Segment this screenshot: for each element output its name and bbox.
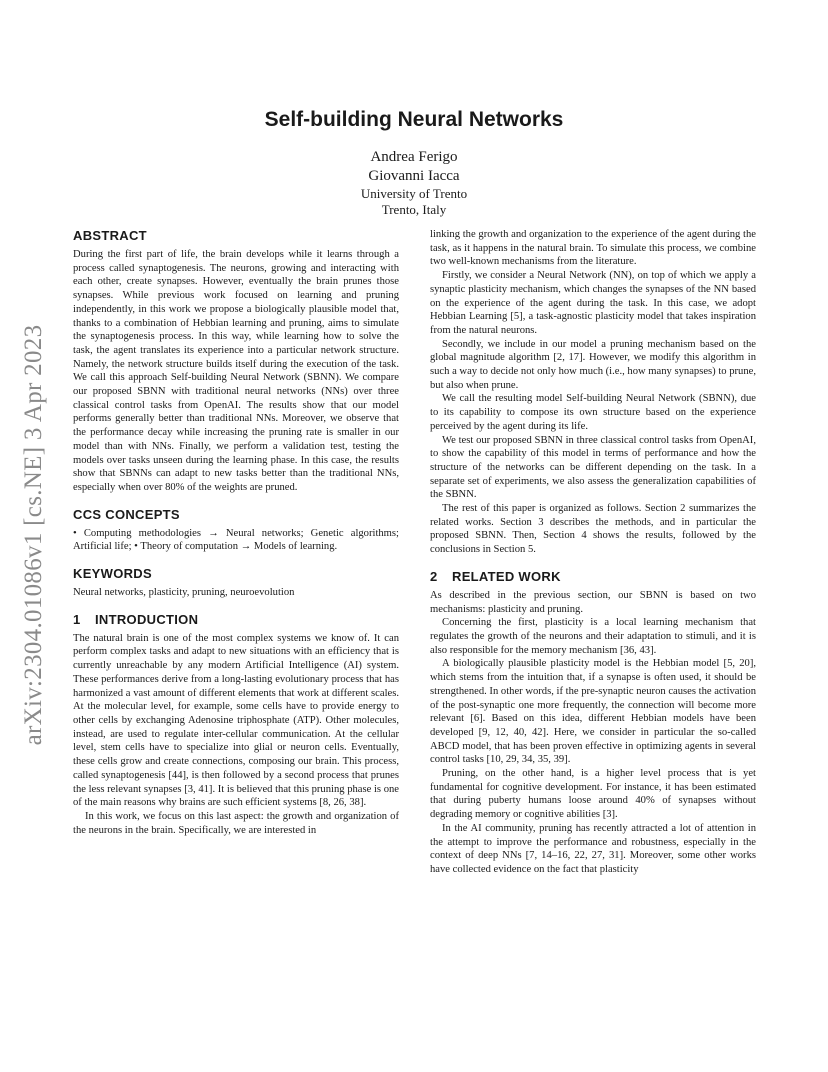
introduction-section bbox=[73, 612, 399, 838]
paragraph: Pruning, on the other hand, is a higher level process that is yet fundamental for cognitive development. For instance, it has been estimated that during puberty humans loose around 40% of synapses without degrading memory or cognitive abilities [3]. bbox=[430, 768, 756, 821]
related-work-section bbox=[430, 569, 756, 877]
arxiv-identifier: arXiv:2304.01086v1 [cs.NE] 3 Apr 2023 bbox=[20, 324, 47, 746]
paper-title: Self-building Neural Networks bbox=[264, 108, 564, 131]
ccs-heading: CCS CONCEPTS bbox=[73, 506, 180, 522]
paragraph: The rest of this paper is organized as follows. Section 2 summarizes the related works. Section 3 describes the methods, and in particular the proposed SBNN. Then, Section 4 shows the results, followed by the conclusions in Section 5. bbox=[430, 503, 756, 556]
ccs-text: • Computing methodologies → Neural networks; Genetic algorithms; Artificial life; • Theory of computation → Models of learning. bbox=[73, 527, 399, 553]
section-number: 2 bbox=[430, 568, 438, 584]
introduction-heading bbox=[73, 612, 399, 628]
paragraph: As described in the previous section, our SBNN is based on two mechanisms: plasticity and pruning. bbox=[430, 589, 756, 615]
paragraph: The natural brain is one of the most complex systems we know of. It can perform complex tasks and adapt to new situations with an efficiency that is currently unreachable by any modern Artificial Intelligence (AI) system. These performances derive from a long-lasting evolutionary process that has harmonized a vast amount of different elements that work at different scales. At the molecular level, for example, some cells have to provide energy to other cells by exchanging Adenosine triphosphate (ATP). Other molecules, instead, are used to regulate inter-cellular communication. At the cellular level, stem cells have to specialize into glial or neuron cells. Eventually, these cells grow and create connections, composing our brain. This process, called synaptogenesis [44], is then followed by a second process that prunes the less relevant synapses [3, 41]. It is believed that this pruning phase is one of the main reasons why brains are such efficient systems [8, 26, 38]. bbox=[73, 632, 399, 809]
abstract-heading: ABSTRACT bbox=[73, 228, 147, 243]
paragraph: Concerning the first, plasticity is a local learning mechanism that regulates the growth of the neurons and their adaptation to stimuli, and it is also responsible for the memory mechanism [36, 43]. bbox=[430, 617, 756, 656]
section-title: INTRODUCTION bbox=[95, 611, 199, 627]
paragraph: In this work, we focus on this last aspect: the growth and organization of the neurons in the brain. Specifically, we are interested in bbox=[73, 810, 399, 836]
paragraph: linking the growth and organization to the experience of the agent during the task, as it happens in the natural brain. To simulate this process, we combine two well-known mechanisms from the literature. bbox=[430, 229, 756, 268]
introduction-continued bbox=[430, 228, 756, 557]
keywords-text: Neural networks, plasticity, pruning, neuroevolution bbox=[73, 587, 295, 599]
paragraph: We test our proposed SBNN in three classical control tasks from OpenAI, to show the capability of this model in terms of performance and how the structure of the networks can be different depending on the task. In a separate set of experiments, we also assess the generalization capabilities of the SBNN. bbox=[430, 434, 756, 501]
left-column bbox=[73, 228, 399, 837]
right-column bbox=[430, 228, 756, 877]
section-title: RELATED WORK bbox=[452, 568, 561, 584]
abstract-text: During the first part of life, the brain develops while it learns through a process called synaptogenesis. The neurons, growing and interacting with each other, create synapses. However, eventually the brain prunes those synapses. While previous work focused on learning and pruning independently, in this work we propose a biologically plausible model that, thanks to a combination of Hebbian learning and pruning, aims to simulate the synaptogenesis process. In this way, while learning how to solve the task, the agent translates its experience into a particular network structure. Namely, the network structure builds itself during the execution of the task. We call this approach Self-building Neural Network (SBNN). We compare our proposed SBNN with traditional neural networks (NNs) over three classical control tasks from OpenAI. The results show that our model performs generally better than traditional NNs. Moreover, we observe that the performance decay while increasing the pruning rate is smaller in our model than with NNs. Finally, we perform a validation test, testing the models over tasks unseen during the learning phase. In this case, the results show that SBNNs can adapt to new tasks better than the traditional NNs, especially when over 80% of the weights are pruned. bbox=[73, 249, 399, 493]
author-affiliation: University of Trento bbox=[360, 186, 468, 201]
author-name: Giovanni Iacca bbox=[368, 168, 460, 184]
keywords-section bbox=[73, 566, 399, 600]
section-number: 1 bbox=[73, 611, 81, 627]
paragraph: A biologically plausible plasticity model is the Hebbian model [5, 20], which stems from the intuition that, if a synapse is often used, it should be strengthened. In other words, if the pre-synaptic neuron causes the activation of the post-synaptic one more frequently, the connection will become more relevant [6]. Based on this idea, different Hebbian models have been developed [9, 12, 40, 42]. Here, we consider in particular the so-called ABCD model, that has been proven effective in optimizing agents in several control tasks [10, 29, 34, 35, 39]. bbox=[430, 658, 756, 766]
abstract-section bbox=[73, 228, 399, 495]
paragraph: We call the resulting model Self-building Neural Network (SBNN), due to its capability to compose its own structure based on the experience perceived by the agent during its life. bbox=[430, 393, 756, 432]
paragraph: Secondly, we include in our model a pruning mechanism based on the global magnitude algorithm [2, 17]. However, we modify this algorithm in such a way to decide not only how much (i.e., how many synapses) to prune, but also when prune. bbox=[430, 338, 756, 391]
author-block bbox=[0, 148, 828, 218]
author-name: Andrea Ferigo bbox=[370, 149, 458, 165]
related-work-heading bbox=[430, 569, 756, 585]
paragraph: In the AI community, pruning has recently attracted a lot of attention in the attempt to improve the performance and robustness, especially in the context of deep NNs [7, 14–16, 22, 27, 31]. Moreover, some other works have collected evidence on the fact that plasticity bbox=[430, 822, 756, 875]
author-location: Trento, Italy bbox=[381, 202, 447, 217]
keywords-heading: KEYWORDS bbox=[73, 566, 152, 582]
paragraph: Firstly, we consider a Neural Network (NN), on top of which we apply a synaptic plasticity mechanism, which changes the synapses of the NN based on the experience of the agent during the task. In this case, we adopt Hebbian Learning [5], a task-agnostic plasticity model that takes inspiration from the natural neurons. bbox=[430, 270, 756, 336]
arxiv-sidebar bbox=[14, 300, 54, 770]
ccs-section bbox=[73, 507, 399, 554]
